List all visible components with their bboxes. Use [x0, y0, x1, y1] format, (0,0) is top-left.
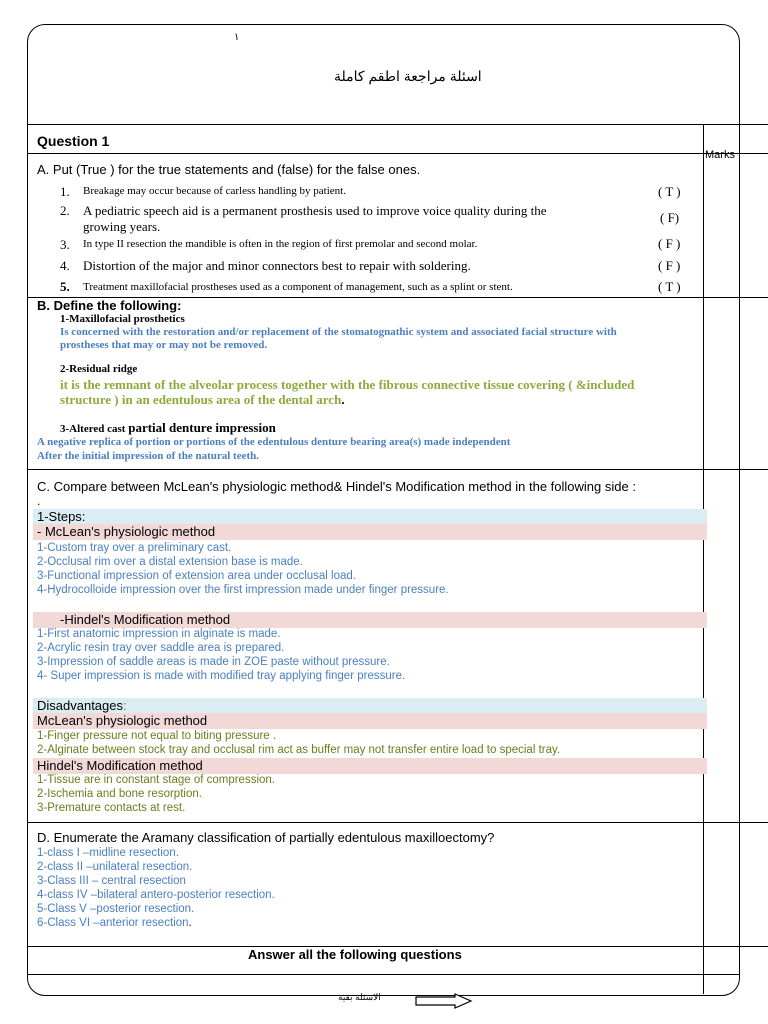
footer-divider	[27, 974, 740, 975]
mclean-step: 1-Custom tray over a preliminary cast.	[37, 542, 232, 554]
disadvantages-label	[37, 698, 127, 713]
mclean-step: 3-Functional impression of extension area under occlusal load.	[37, 570, 356, 582]
tf-item-text: In type II resection the mandible is often in the region of first premolar and second molar.	[83, 238, 478, 250]
definition-term-part: partial denture impression	[128, 420, 276, 435]
steps-band	[33, 509, 707, 525]
aramany-class: 2-class II –unilateral resection.	[37, 861, 193, 873]
disadvantages-colon: :	[123, 698, 127, 713]
aramany-class-text: 6-Class VI –anterior resection	[37, 917, 189, 929]
definition-text-period: .	[341, 392, 345, 407]
steps-label: 1-Steps:	[37, 509, 86, 524]
marks-column-divider	[703, 124, 704, 994]
definition-term	[60, 419, 276, 437]
section-d-heading: D. Enumerate the Aramany classification of partially edentulous maxilloectomy?	[37, 830, 495, 845]
section-a-instruction: A. Put (True ) for the true statements and (false) for the false ones.	[37, 162, 421, 177]
disadvantages-text: Disadvantages	[37, 698, 123, 713]
marks-label: Marks	[705, 149, 735, 161]
tf-item-answer: ( F)	[660, 210, 680, 225]
hindel-step: 2-Acrylic resin tray over saddle area is prepared.	[37, 642, 285, 654]
hindel-disadvantage: 2-Ischemia and bone resorption.	[37, 788, 202, 800]
tf-item-answer: ( F )	[658, 258, 681, 273]
footer-instruction: Answer all the following questions	[248, 947, 462, 962]
definition-text: it is the remnant of the alveolar process together with the fibrous connective tissue covering ( &included	[60, 377, 635, 392]
section-b-heading: B. Define the following:	[37, 298, 182, 313]
definition-text: A negative replica of portion or portions of the edentulous denture bearing area(s) made independent	[37, 436, 511, 448]
tf-item-number: 5.	[60, 279, 70, 294]
mclean-disadvantages-label: McLean's physiologic method	[37, 713, 208, 728]
tf-item-text: Distortion of the major and minor connectors best to repair with soldering.	[83, 258, 471, 273]
aramany-class: 5-Class V –posterior resection.	[37, 903, 195, 915]
hindel-disadvantage: 1-Tissue are in constant stage of compression.	[37, 774, 275, 786]
mclean-step: 2-Occlusal rim over a distal extension base is made.	[37, 556, 303, 568]
question-heading: Question 1	[37, 133, 110, 149]
mclean-step: 4-Hydrocolloide impression over the first impression made under finger pressure.	[37, 584, 449, 596]
page-mark: ١	[234, 32, 240, 43]
page-title: اسئلة مراجعة اطقم كاملة	[334, 68, 482, 84]
tf-item-number: 1.	[60, 184, 70, 199]
section-c-heading: C. Compare between McLean's physiologic method& Hindel's Modification method in the following side :	[37, 479, 636, 494]
aramany-class: 1-class I –midline resection.	[37, 847, 179, 859]
arrow-right-icon	[415, 993, 473, 1009]
disadvantages-band	[33, 698, 707, 714]
tf-item-text: Treatment maxillofacial prostheses used as a component of management, such as a splint or stent.	[83, 281, 513, 293]
definition-text	[60, 392, 345, 408]
definition-term: 2-Residual ridge	[60, 363, 138, 375]
tf-item-number: 4.	[60, 258, 70, 273]
section-b-divider	[27, 469, 768, 470]
tf-item-answer: ( T )	[658, 184, 681, 199]
definition-text: prostheses that may or may not be removed.	[60, 339, 268, 351]
header-divider	[27, 124, 768, 125]
tf-item-text-continued: growing years.	[83, 219, 161, 234]
definition-term: 1-Maxillofacial prosthetics	[60, 313, 185, 325]
definition-term-part: 3-Altered cast	[60, 423, 129, 435]
hindel-step: 3-Impression of saddle areas is made in ZOE paste without pressure.	[37, 656, 390, 668]
tf-item-number: 2.	[60, 203, 70, 218]
arrow-right-shape	[416, 994, 471, 1008]
aramany-class-period: .	[188, 917, 192, 929]
aramany-class: 3-Class III – central resection	[37, 875, 186, 887]
definition-text: After the initial impression of the natural teeth.	[37, 450, 260, 462]
tf-item-text: A pediatric speech aid is a permanent prosthesis used to improve voice quality during the	[83, 203, 547, 218]
continued-label: الاسئلة بقية	[338, 992, 381, 1002]
hindel-disadvantage: 3-Premature contacts at rest.	[37, 802, 186, 814]
aramany-class: 4-class IV –bilateral antero-posterior resection.	[37, 889, 275, 901]
mclean-method-label: - McLean's physiologic method	[37, 524, 216, 539]
hindel-step: 4- Super impression is made with modified tray applying finger pressure.	[37, 670, 406, 682]
tf-item-text: Breakage may occur because of carless handling by patient.	[83, 185, 346, 197]
mclean-disadvantage: 1-Finger pressure not equal to biting pressure .	[37, 730, 277, 742]
tf-item-answer: ( F )	[658, 236, 681, 251]
section-c-divider	[27, 822, 768, 823]
tf-item-number: 3.	[60, 237, 70, 252]
mclean-disadvantage: 2-Alginate between stock tray and occlusal rim act as buffer may not transfer entire load to special tray.	[37, 744, 561, 756]
section-c-dot: .	[37, 494, 41, 508]
question-divider	[27, 153, 768, 154]
hindel-disadvantages-label: Hindel's Modification method	[37, 758, 203, 773]
definition-text-body: structure ) in an edentulous area of the dental arch	[60, 392, 342, 407]
tf-item-answer: ( T )	[658, 279, 681, 294]
definition-text: Is concerned with the restoration and/or replacement of the stomatognathic system and associated facial structure with	[60, 326, 617, 338]
hindel-step: 1-First anatomic impression in alginate is made.	[37, 628, 281, 640]
aramany-class	[37, 917, 192, 929]
hindel-method-label: -Hindel's Modification method	[60, 612, 231, 627]
